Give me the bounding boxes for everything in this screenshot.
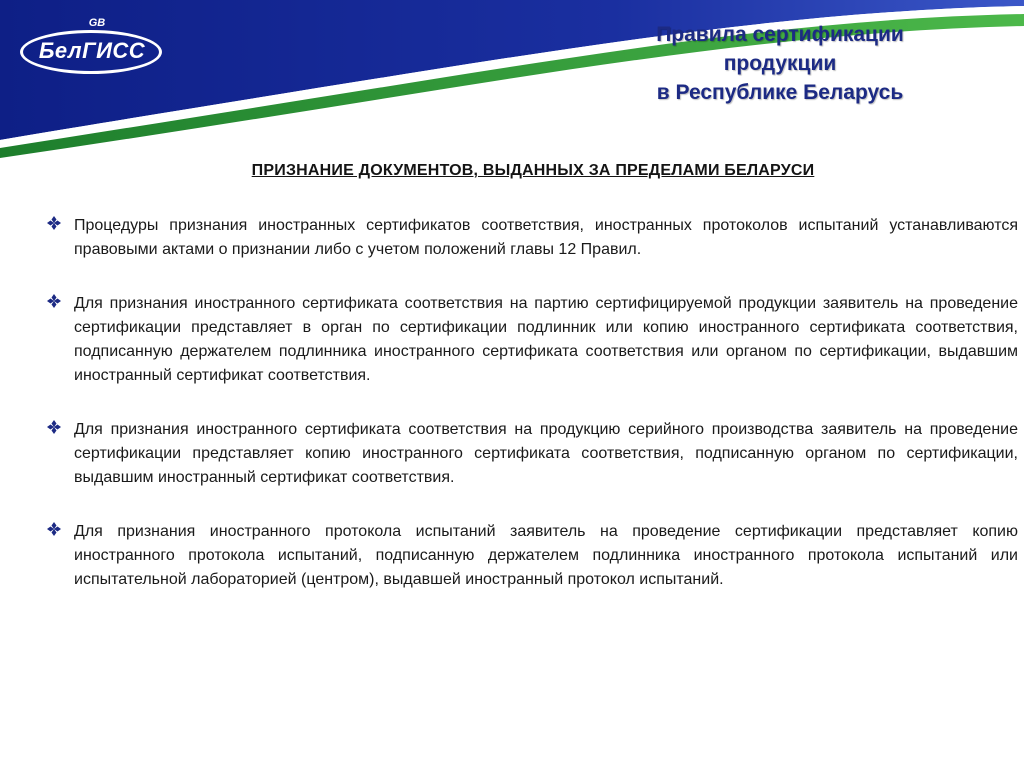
belgiss-logo <box>20 14 170 80</box>
title-line-1: Правила сертификации <box>656 23 904 46</box>
diamond-bullet-icon <box>46 215 62 231</box>
bullet-text: Процедуры признания иностранных сертификатов соответствия, иностранных протоколов испытаний устанавливаются правовыми актами о признании либо с учетом положений главы 12 Правил. <box>74 217 1018 258</box>
logo-emblem: GB <box>88 17 106 29</box>
diamond-bullet-icon <box>46 521 62 537</box>
logo-text: БелГИСС <box>38 38 146 63</box>
bullet-item <box>46 418 1018 490</box>
bullet-text: Для признания иностранного сертификата соответствия на продукцию серийного производства заявитель на проведение сертификации представляет копию иностранного сертификата соответствия, подписанную органом по сертификации, выдавшим иностранный сертификат соответствия. <box>74 421 1018 486</box>
title-line-3: в Республике Беларусь <box>656 81 904 104</box>
bullet-item <box>46 214 1018 262</box>
bullet-item <box>46 292 1018 388</box>
bullet-item <box>46 520 1018 592</box>
bullet-text: Для признания иностранного сертификата соответствия на партию сертифицируемой продукции заявитель на проведение сертификации представляет в орган по сертификации подлинник или копию иностранного сертификата соответствия, подписанную держателем подлинника иностранного сертификата соответствия или органом по сертификации, выдавшим иностранный сертификат соответствия. <box>74 295 1018 384</box>
diamond-bullet-icon <box>46 293 62 309</box>
bullet-list <box>46 214 1018 622</box>
bullet-text: Для признания иностранного протокола испытаний заявитель на проведение сертификации представляет копию иностранного протокола испытаний, подписанную держателем подлинника иностранного протокола испытаний или испытательной лабораторией (центром), выдавшей иностранный протокол испытаний. <box>74 523 1018 588</box>
section-heading: ПРИЗНАНИЕ ДОКУМЕНТОВ, ВЫДАННЫХ ЗА ПРЕДЕЛАМИ БЕЛАРУСИ <box>251 162 815 179</box>
title-line-2: продукции <box>723 52 837 75</box>
diamond-bullet-icon <box>46 419 62 435</box>
slide-title <box>560 20 1000 107</box>
